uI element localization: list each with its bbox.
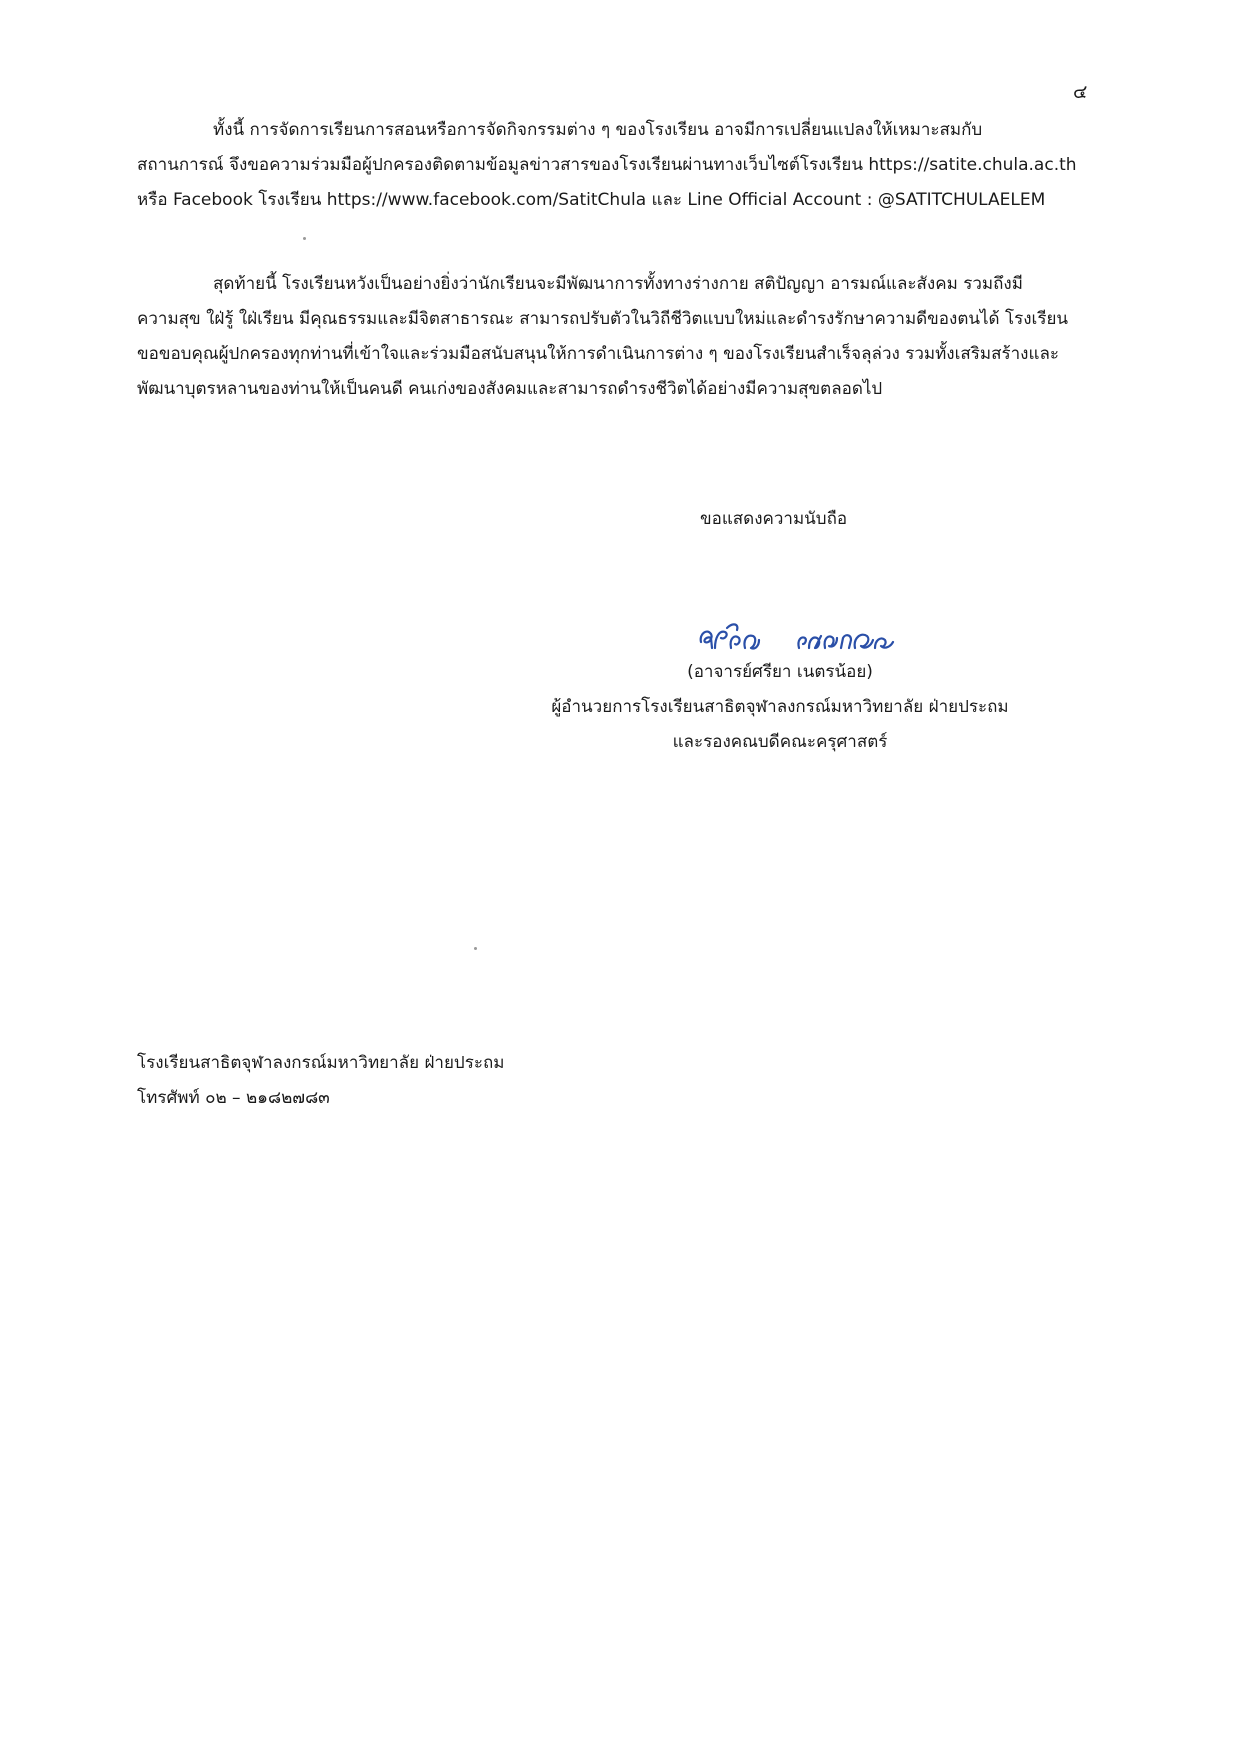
signer-block [520,655,1040,760]
footer-phone: โทรศัพท์ ๐๒ – ๒๑๘๒๗๘๓ [137,1088,330,1108]
paragraph-line: สุดท้ายนี้ โรงเรียนหวังเป็นอย่างยิ่งว่านักเรียนจะมีพัฒนาการทั้งทางร่างกาย สติปัญญา อารมณ์และสังคม รวมถึงมี [213,274,1023,294]
signer-name: (อาจารย์ศรียา เนตรน้อย) [687,662,873,682]
paragraph-line: พัฒนาบุตรหลานของท่านให้เป็นคนดี คนเก่งของสังคมและสามารถดำรงชีวิตได้อย่างมีความสุขตลอดไป [137,379,883,399]
scan-speck [303,237,306,240]
paragraph-line: หรือ Facebook โรงเรียน https://www.facebook.com/SatitChula และ Line Official Account : @SATITCHULAELEM [137,190,1046,210]
handwritten-signature [695,608,915,656]
paragraph-announcement [137,113,1117,218]
footer-contact [137,1046,504,1116]
paragraph-line: สถานการณ์ จึงขอความร่วมมือผู้ปกครองติดตามข้อมูลข่าวสารของโรงเรียนผ่านทางเว็บไซต์โรงเรียน https://satite.chula.ac.th [137,155,1077,175]
footer-school-name: โรงเรียนสาธิตจุฬาลงกรณ์มหาวิทยาลัย ฝ่ายประถม [137,1053,505,1073]
signer-position-secondary: และรองคณบดีคณะครุศาสตร์ [672,732,888,752]
paragraph-line: ขอขอบคุณผู้ปกครองทุกท่านที่เข้าใจและร่วมมือสนับสนุนให้การดำเนินการต่าง ๆ ของโรงเรียนสำเร็จลุล่วง รวมทั้งเสริมสร้างและ [137,344,1059,364]
paragraph-line: ทั้งนี้ การจัดการเรียนการสอนหรือการจัดกิจกรรมต่าง ๆ ของโรงเรียน อาจมีการเปลี่ยนแปลงให้เหมาะสมกับ [213,120,983,140]
scan-speck [474,947,477,950]
signer-position: ผู้อำนวยการโรงเรียนสาธิตจุฬาลงกรณ์มหาวิทยาลัย ฝ่ายประถม [551,697,1009,717]
closing-salutation: ขอแสดงความนับถือ [700,509,848,529]
page-number: ๔ [1073,81,1088,103]
paragraph-line: ความสุข ใฝ่รู้ ใฝ่เรียน มีคุณธรรมและมีจิตสาธารณะ สามารถปรับตัวในวิถีชีวิตแบบใหม่และดำรงรักษาความดีของตนได้ โรงเรียน [137,309,1069,329]
paragraph-closing-remarks [137,267,1117,407]
